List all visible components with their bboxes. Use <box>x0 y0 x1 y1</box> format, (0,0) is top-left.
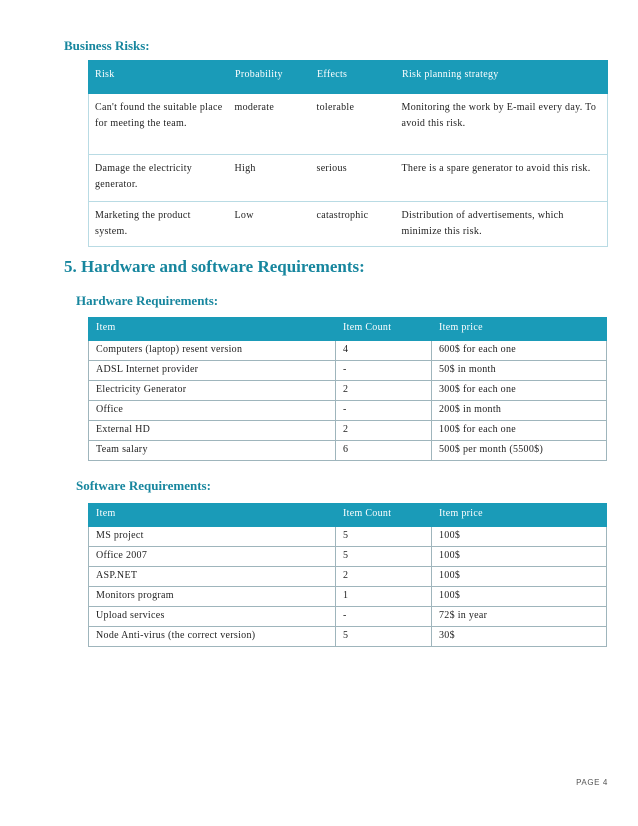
table-row <box>89 607 607 627</box>
table-row <box>89 381 607 401</box>
table-cell: There is a spare generator to avoid this risk. <box>396 155 608 202</box>
table-header-row <box>89 504 607 527</box>
table-cell: 1 <box>336 587 432 607</box>
table-cell: Electricity Generator <box>89 381 336 401</box>
table-cell: 6 <box>336 441 432 461</box>
table-row <box>89 547 607 567</box>
column-header: Probability <box>229 61 311 94</box>
table-cell: catastrophic <box>311 202 396 247</box>
table-row <box>89 361 607 381</box>
table-cell: 100$ <box>432 567 607 587</box>
table-cell: 100$ <box>432 587 607 607</box>
table-cell: 100$ <box>432 527 607 547</box>
table-row <box>89 202 608 247</box>
page-number: PAGE 4 <box>576 778 608 787</box>
table-cell: 100$ <box>432 547 607 567</box>
table-cell: 4 <box>336 341 432 361</box>
column-header: Item <box>89 318 336 341</box>
table-cell: 50$ in month <box>432 361 607 381</box>
table-header-row <box>89 61 608 94</box>
table-row <box>89 401 607 421</box>
table-cell: Marketing the product system. <box>89 202 229 247</box>
software-requirements-table <box>88 503 607 647</box>
table-cell: 5 <box>336 547 432 567</box>
table-cell: tolerable <box>311 94 396 155</box>
table-row <box>89 94 608 155</box>
table-row <box>89 341 607 361</box>
table-cell: Monitoring the work by E-mail every day. To avoid this risk. <box>396 94 608 155</box>
business-risks-table <box>88 60 608 247</box>
table-cell: Distribution of advertisements, which minimize this risk. <box>396 202 608 247</box>
table-cell: Node Anti-virus (the correct version) <box>89 627 336 647</box>
column-header: Effects <box>311 61 396 94</box>
column-header: Item Count <box>336 318 432 341</box>
table-row <box>89 587 607 607</box>
table-cell: Upload services <box>89 607 336 627</box>
table-cell: moderate <box>229 94 311 155</box>
table-row <box>89 155 608 202</box>
column-header: Item <box>89 504 336 527</box>
table-cell: 5 <box>336 527 432 547</box>
hardware-requirements-table <box>88 317 607 461</box>
table-cell: 5 <box>336 627 432 647</box>
column-header: Risk planning strategy <box>396 61 608 94</box>
table-cell: Damage the electricity generator. <box>89 155 229 202</box>
table-cell: 500$ per month (5500$) <box>432 441 607 461</box>
table-cell: MS project <box>89 527 336 547</box>
section-title: 5. Hardware and software Requirements: <box>64 257 365 276</box>
table-cell: 2 <box>336 567 432 587</box>
table-cell: Office <box>89 401 336 421</box>
table-cell: Team salary <box>89 441 336 461</box>
table-cell: 600$ for each one <box>432 341 607 361</box>
table-row <box>89 441 607 461</box>
table-cell: External HD <box>89 421 336 441</box>
hardware-requirements-heading: Hardware Requirements: <box>76 293 219 308</box>
column-header: Item Count <box>336 504 432 527</box>
table-cell: ASP.NET <box>89 567 336 587</box>
table-cell: 200$ in month <box>432 401 607 421</box>
business-risks-heading: Business Risks: <box>64 38 150 53</box>
table-row <box>89 567 607 587</box>
table-cell: High <box>229 155 311 202</box>
table-cell: - <box>336 607 432 627</box>
table-cell: 72$ in year <box>432 607 607 627</box>
table-cell: Computers (laptop) resent version <box>89 341 336 361</box>
table-cell: Low <box>229 202 311 247</box>
table-row <box>89 627 607 647</box>
column-header: Risk <box>89 61 229 94</box>
table-cell: Office 2007 <box>89 547 336 567</box>
table-cell: ADSL Internet provider <box>89 361 336 381</box>
table-cell: - <box>336 401 432 421</box>
table-cell: Monitors program <box>89 587 336 607</box>
column-header: Item price <box>432 318 607 341</box>
table-cell: 100$ for each one <box>432 421 607 441</box>
table-cell: - <box>336 361 432 381</box>
software-requirements-heading: Software Requirements: <box>76 478 211 493</box>
table-header-row <box>89 318 607 341</box>
table-cell: 30$ <box>432 627 607 647</box>
table-row <box>89 527 607 547</box>
table-cell: Can't found the suitable place for meeting the team. <box>89 94 229 155</box>
table-cell: 300$ for each one <box>432 381 607 401</box>
column-header: Item price <box>432 504 607 527</box>
table-row <box>89 421 607 441</box>
table-cell: 2 <box>336 421 432 441</box>
table-cell: 2 <box>336 381 432 401</box>
table-cell: serious <box>311 155 396 202</box>
